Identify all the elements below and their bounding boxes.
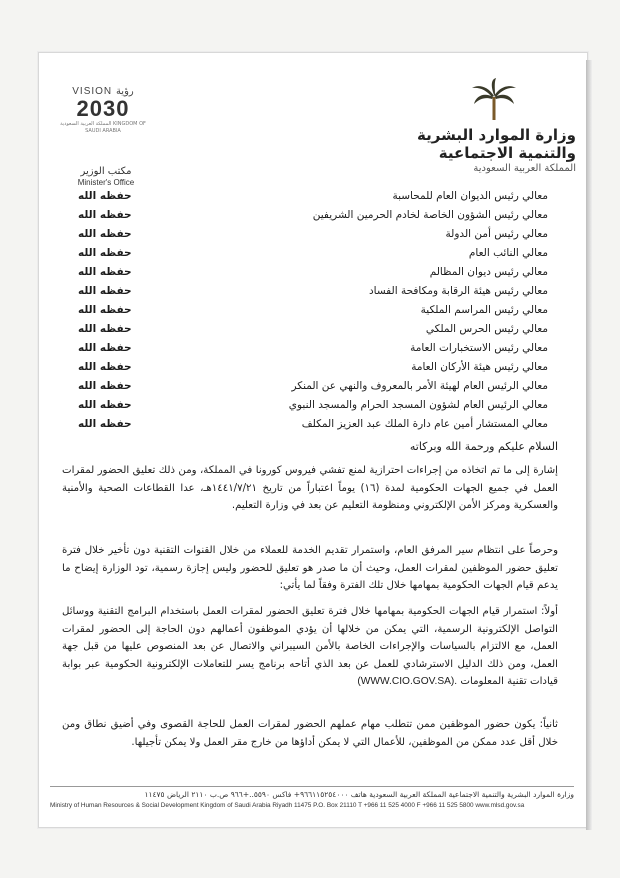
recipient-name: معالي رئيس أمن الدولة: [445, 228, 548, 240]
letter-footer: [50, 786, 574, 809]
ministry-logo: [416, 78, 576, 176]
recipient-honorific: حفظه الله: [78, 323, 132, 335]
recipient-row: [78, 228, 548, 247]
office-arabic: مكتب الوزير: [80, 166, 132, 177]
vision-2030-logo: [58, 86, 148, 135]
recipient-name: معالي رئيس الديوان العام للمحاسبة: [392, 190, 548, 202]
recipient-name: معالي المستشار أمين عام دارة الملك عبد العزيز المكلف: [301, 418, 548, 430]
palm-tree-icon: [470, 78, 518, 122]
first-point-text: أولاً: استمرار قيام الجهات الحكومية بمهامها خلال فترة تعليق الحضور لمقرات العمل باستخدام البرامج التقنية ووسائل التواصل الإلكترونية الرسمية، التي يمكن من خلالها أن يؤدي الموظفون أعمالهم دون الحاجة إلى الحضور لمقرات العمل، مع الالتزام بالسياسات والإجراءات الخاصة بالأمن السيبراني والاتصال عن بعد المنصوص عليها من قبل جهة العمل، ومن ذلك الدليل الاسترشادي للعمل عن بعد الذي أتاحه برنامج يسر للتعاملات الإلكترونية الحكومية عبر بوابة قيادات تقنية المعلومات: [62, 606, 558, 687]
recipient-honorific: حفظه الله: [78, 190, 132, 202]
ministry-name-line1: وزارة الموارد البشرية: [417, 126, 576, 144]
recipient-name: معالي رئيس ديوان المظالم: [429, 266, 548, 278]
recipient-honorific: حفظه الله: [78, 304, 132, 316]
ministry-country: المملكة العربية السعودية: [473, 163, 576, 174]
recipient-row: [78, 361, 548, 380]
vision-label: VISION رؤية: [72, 86, 134, 97]
recipient-row: [78, 266, 548, 285]
recipient-honorific: حفظه الله: [78, 342, 132, 354]
recipient-name: معالي رئيس المراسم الملكية: [420, 304, 548, 316]
recipient-honorific: حفظه الله: [78, 285, 132, 297]
recipient-row: [78, 418, 548, 437]
recipient-honorific: حفظه الله: [78, 399, 132, 411]
recipient-name: معالي رئيس الاستخبارات العامة: [410, 342, 548, 354]
paragraph-second-point: ثانياً: يكون حضور الموظفين ممن تتطلب مهام عملهم الحضور لمقرات العمل للحاجة القصوى وفي أضيق نطاق ومن خلال أقل عدد ممكن من الموظفين، للأعمال التي لا يمكن أداؤها من خارج مقر العمل ولا يمكن تأجيلها.: [62, 719, 558, 748]
cio-url: (WWW.CIO.GOV.SA).: [357, 676, 458, 687]
recipient-honorific: حفظه الله: [78, 228, 132, 240]
recipient-row: [78, 342, 548, 361]
paragraph-first-point: [62, 603, 558, 691]
recipient-honorific: حفظه الله: [78, 380, 132, 392]
recipient-name: معالي الرئيس العام لهيئة الأمر بالمعروف والنهي عن المنكر: [291, 380, 548, 392]
recipient-row: [78, 247, 548, 266]
page-edge-shadow: [586, 60, 592, 830]
recipient-row: [78, 380, 548, 399]
recipient-name: معالي رئيس هيئة الأركان العامة: [411, 361, 548, 373]
recipient-honorific: حفظه الله: [78, 209, 132, 221]
recipient-honorific: حفظه الله: [78, 266, 132, 278]
recipient-name: معالي رئيس هيئة الرقابة ومكافحة الفساد: [368, 285, 548, 297]
recipient-honorific: حفظه الله: [78, 361, 132, 373]
greeting: السلام عليكم ورحمة الله وبركاته: [409, 440, 558, 453]
footer-english: Ministry of Human Resources & Social Development Kingdom of Saudi Arabia Riyadh 11475 P.O. Box 21110 T +966 11 525 4000 F +966 11 525 5800 www.mlsd.gov.sa: [50, 802, 525, 809]
recipient-name: معالي النائب العام: [468, 247, 548, 259]
recipient-row: [78, 285, 548, 304]
recipient-honorific: حفظه الله: [78, 247, 132, 259]
vision-year: 2030: [76, 96, 130, 121]
paragraph-purpose: وحرصاً على انتظام سير المرفق العام، واستمرار تقديم الخدمة للعملاء من خلال القنوات التقنية دون تأخير خلال فترة تعليق حضور الموظفين لمقرات العمل، وحيث أن ما صدر هو تعليق للحضور وليس إجازة رسمية، تود الوزارة إيضاح ما يدعم قيام الجهات الحكومية بمهامها خلال تلك الفترة وفقاً لما يأتي:: [62, 545, 558, 591]
recipients-list: [78, 190, 548, 437]
recipient-row: [78, 304, 548, 323]
recipient-row: [78, 190, 548, 209]
recipient-name: معالي رئيس الحرس الملكي: [425, 323, 548, 335]
ministers-office: [66, 165, 146, 187]
recipient-name: معالي الرئيس العام لشؤون المسجد الحرام والمسجد النبوي: [288, 399, 548, 411]
recipient-name: معالي رئيس الشؤون الخاصة لخادم الحرمين الشريفين: [312, 209, 548, 221]
recipient-row: [78, 323, 548, 342]
vision-subtitle: المملكة العربية السعودية KINGDOM OF SAUDI ARABIA: [60, 121, 146, 134]
footer-arabic: وزارة الموارد البشرية والتنمية الاجتماعية المملكة العربية السعودية هاتف ٩٦٦١١٥٢٥٤٠٠٠+ فاكس ٥٥٩٠..+٩٦٦ ص.ب ٢١١٠ الرياض ١١٤٧٥: [144, 790, 574, 799]
paragraph-intro: إشارة إلى ما تم اتخاذه من إجراءات احترازية لمنع تفشي فيروس كورونا في المملكة، ومن ذلك تعليق الحضور لمقرات العمل في جميع الجهات الحكومية لمدة (١٦) يوماً اعتباراً من تاريخ ١٤٤١/٧/٢١هـ، عدا القطاعات الصحية والأمنية والعسكرية ومركز الأمن الإلكتروني ومنظومة التعليم عن بعد في وزارة التعليم.: [62, 465, 559, 511]
recipient-row: [78, 399, 548, 418]
office-english: Minister's Office: [77, 178, 135, 187]
ministry-name-line2: والتنمية الاجتماعية: [438, 144, 576, 162]
recipient-honorific: حفظه الله: [78, 418, 132, 430]
recipient-row: [78, 209, 548, 228]
